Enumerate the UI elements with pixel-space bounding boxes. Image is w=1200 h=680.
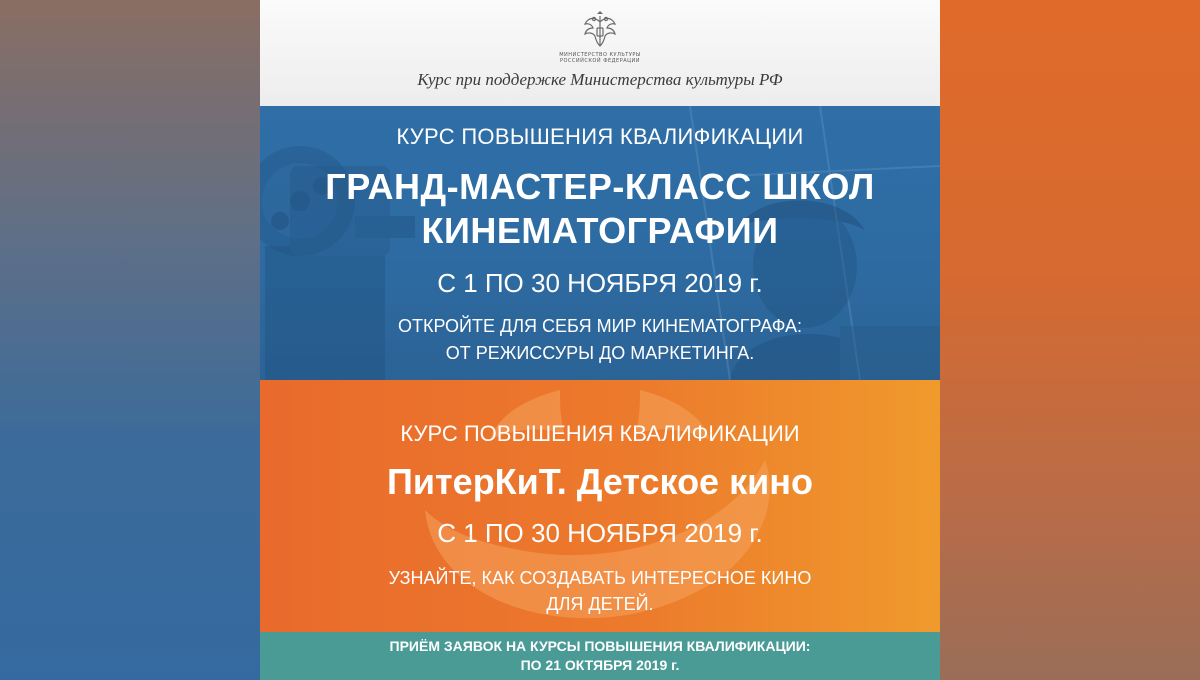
course1-description-line-2: ОТ РЕЖИССУРЫ ДО МАРКЕТИНГА. bbox=[445, 343, 755, 363]
support-text: Курс при поддержке Министерства культуры РФ bbox=[417, 70, 783, 89]
course2-description-line-1: УЗНАЙТЕ, КАК СОЗДАВАТЬ ИНТЕРЕСНОЕ КИНО bbox=[388, 568, 812, 588]
deadline-line-1: ПРИЁМ ЗАЯВОК НА КУРСЫ ПОВЫШЕНИЯ КВАЛИФИКАЦИИ: bbox=[389, 638, 811, 654]
course2-kicker: КУРС ПОВЫШЕНИЯ КВАЛИФИКАЦИИ bbox=[400, 421, 800, 446]
course1-dates: С 1 ПО 30 НОЯБРЯ 2019 г. bbox=[437, 268, 763, 298]
ministry-line-1: МИНИСТЕРСТВО КУЛЬТУРЫ bbox=[559, 52, 641, 58]
course1-title-line-1: ГРАНД-МАСТЕР-КЛАСС ШКОЛ bbox=[325, 166, 875, 207]
ministry-line-2: РОССИЙСКОЙ ФЕДЕРАЦИИ bbox=[559, 58, 641, 64]
background-left-blue bbox=[0, 0, 260, 680]
background-right-orange bbox=[940, 0, 1200, 680]
course1-title-line-2: КИНЕМАТОГРАФИИ bbox=[421, 210, 779, 251]
poster-text-layer bbox=[260, 0, 940, 680]
course2-title: ПитерКиТ. Детское кино bbox=[387, 461, 813, 502]
course1-kicker: КУРС ПОВЫШЕНИЯ КВАЛИФИКАЦИИ bbox=[396, 124, 804, 149]
course1-description-line-1: ОТКРОЙТЕ ДЛЯ СЕБЯ МИР КИНЕМАТОГРАФА: bbox=[397, 316, 803, 336]
course2-dates: С 1 ПО 30 НОЯБРЯ 2019 г. bbox=[437, 518, 763, 548]
deadline-line-2: ПО 21 ОКТЯБРЯ 2019 г. bbox=[520, 657, 680, 673]
course2-description-line-2: ДЛЯ ДЕТЕЙ. bbox=[546, 594, 654, 614]
